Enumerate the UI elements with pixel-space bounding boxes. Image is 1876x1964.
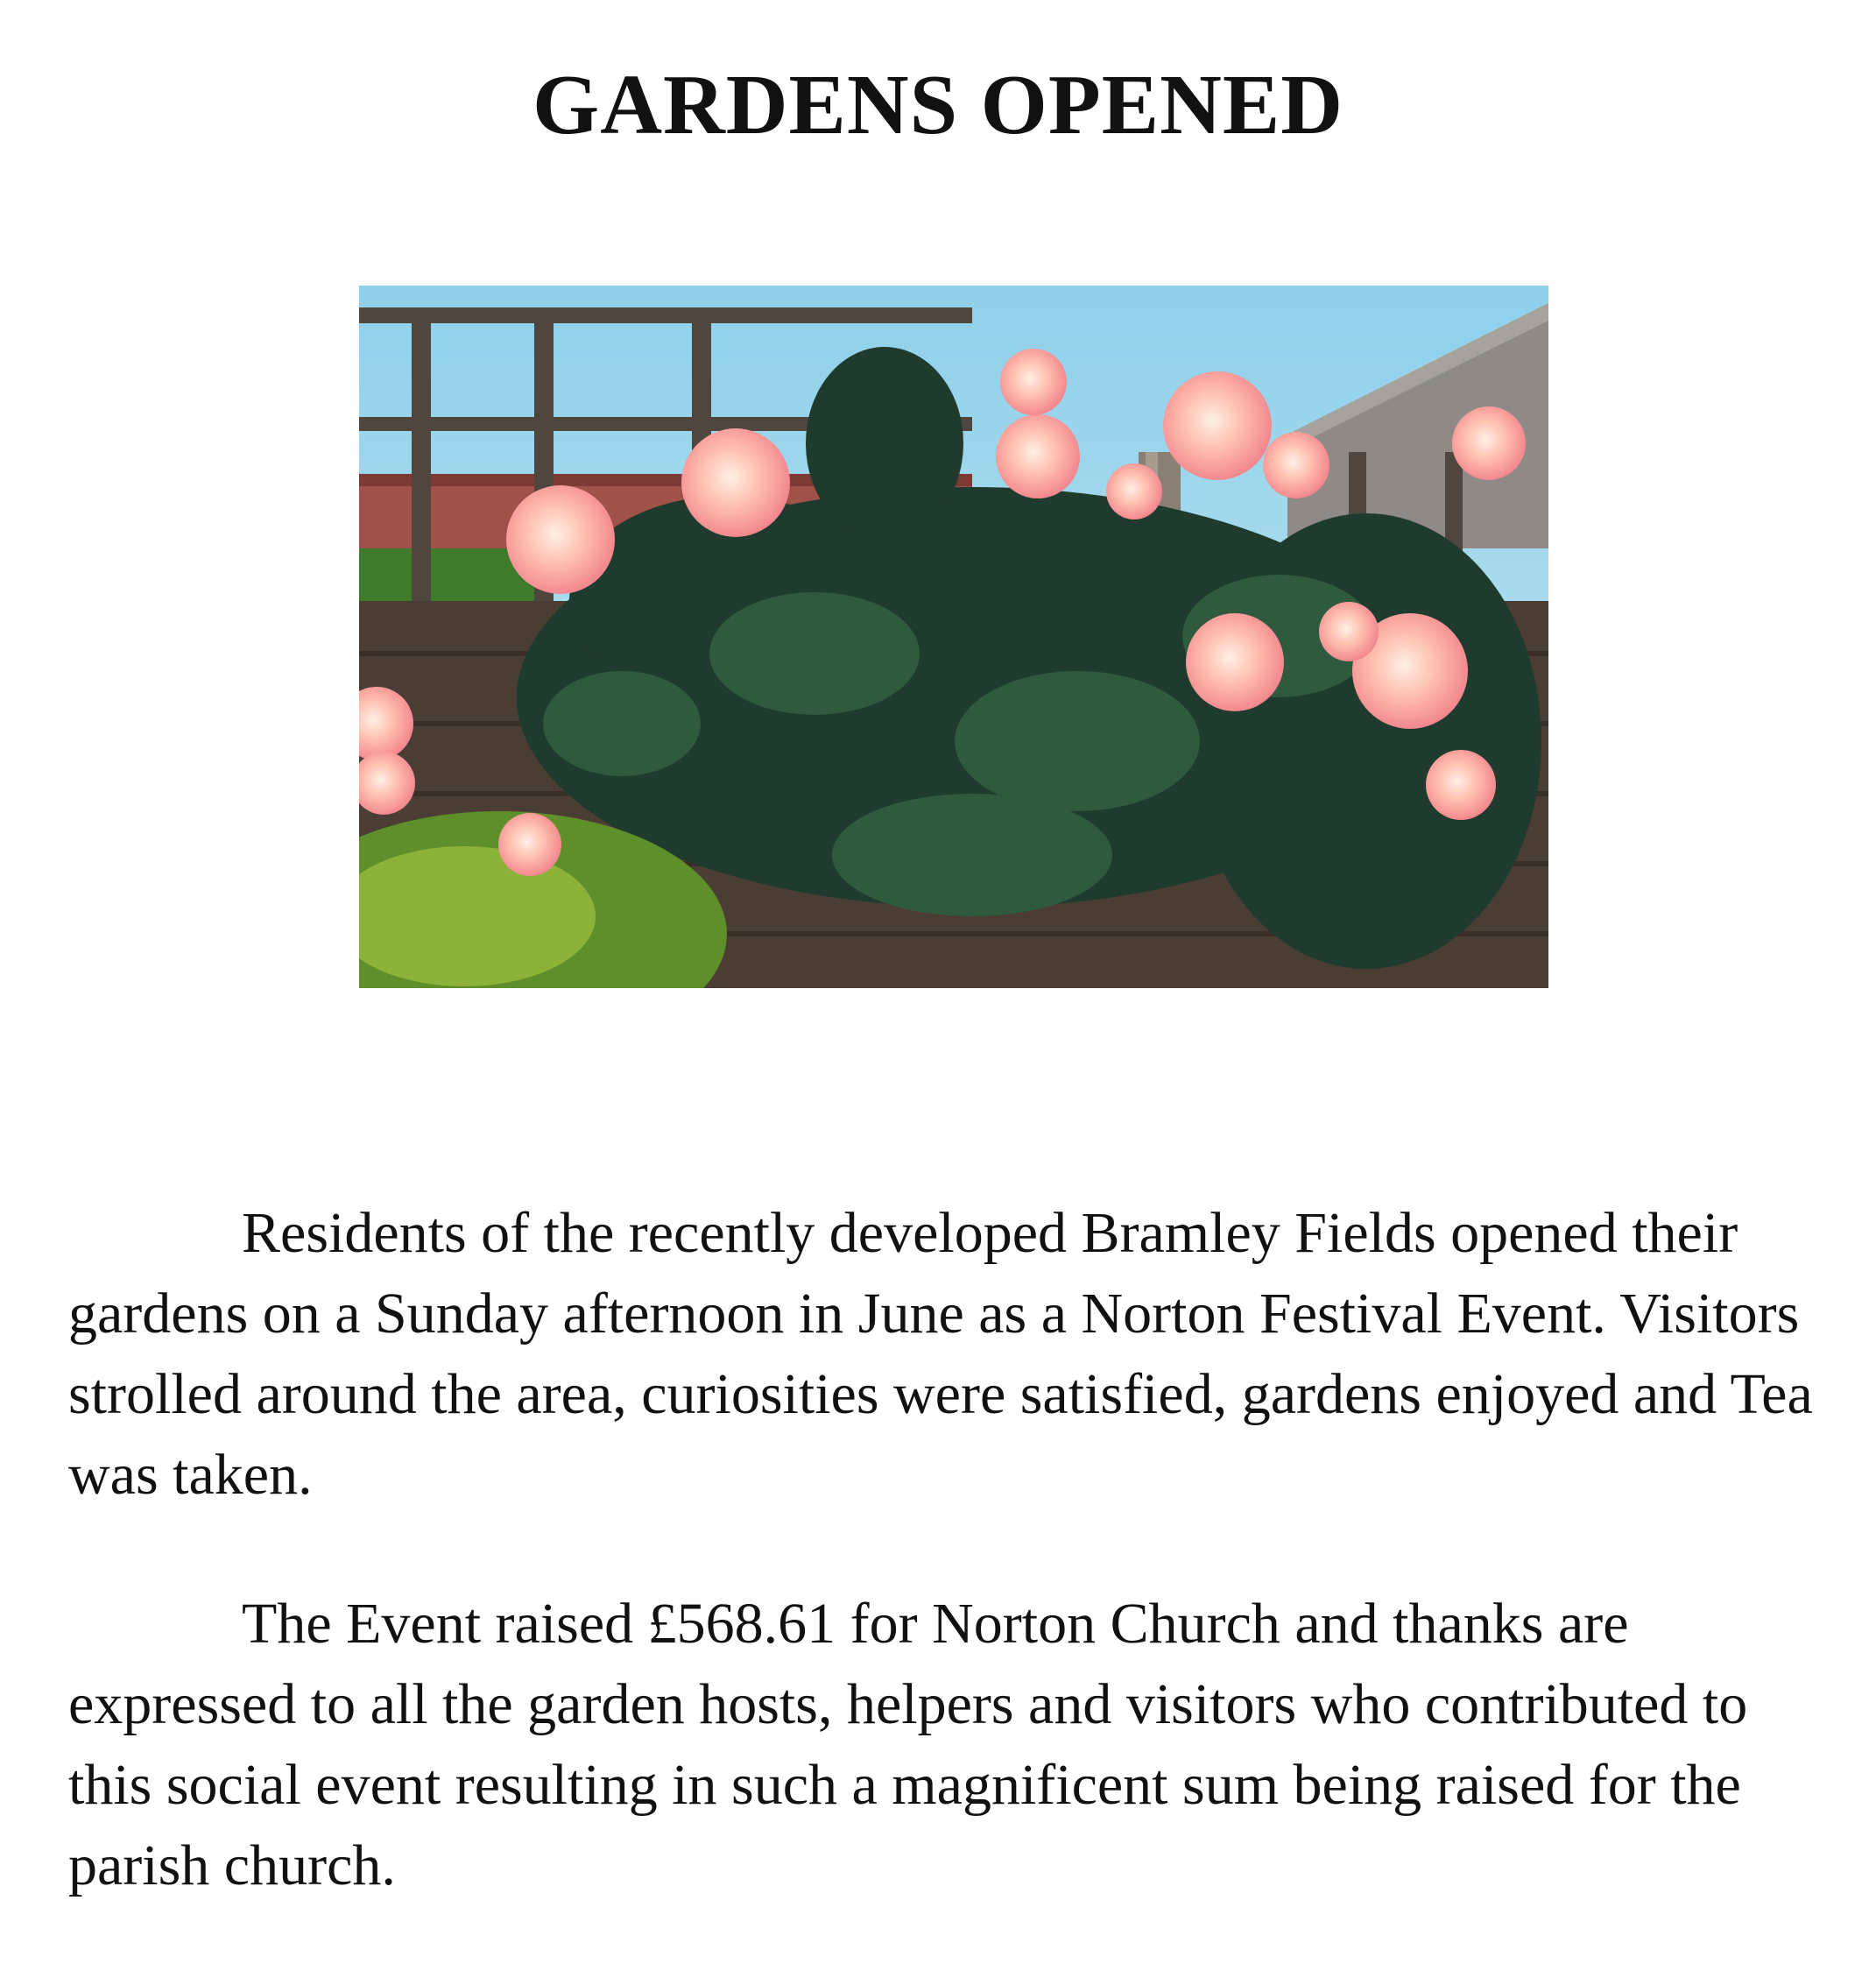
page-title: GARDENS OPENED: [532, 58, 1344, 152]
paragraph-event-description: Residents of the recently developed Bramley Fields opened their gardens on a Sunday afternoon in June as a Norton Festival Event. Visitors strolled around the area, curiosities were satisfied, gardens enjoyed and Tea was taken.: [68, 1201, 1813, 1507]
roses-photo: [359, 286, 1548, 988]
climbing-roses-photo-icon: [359, 286, 1548, 988]
paragraph-funds-raised: The Event raised £568.61 for Norton Church and thanks are expressed to all the garden hosts, helpers and visitors who contributed to this social event resulting in such a magnificent sum being raised for the parish church.: [68, 1592, 1748, 1897]
